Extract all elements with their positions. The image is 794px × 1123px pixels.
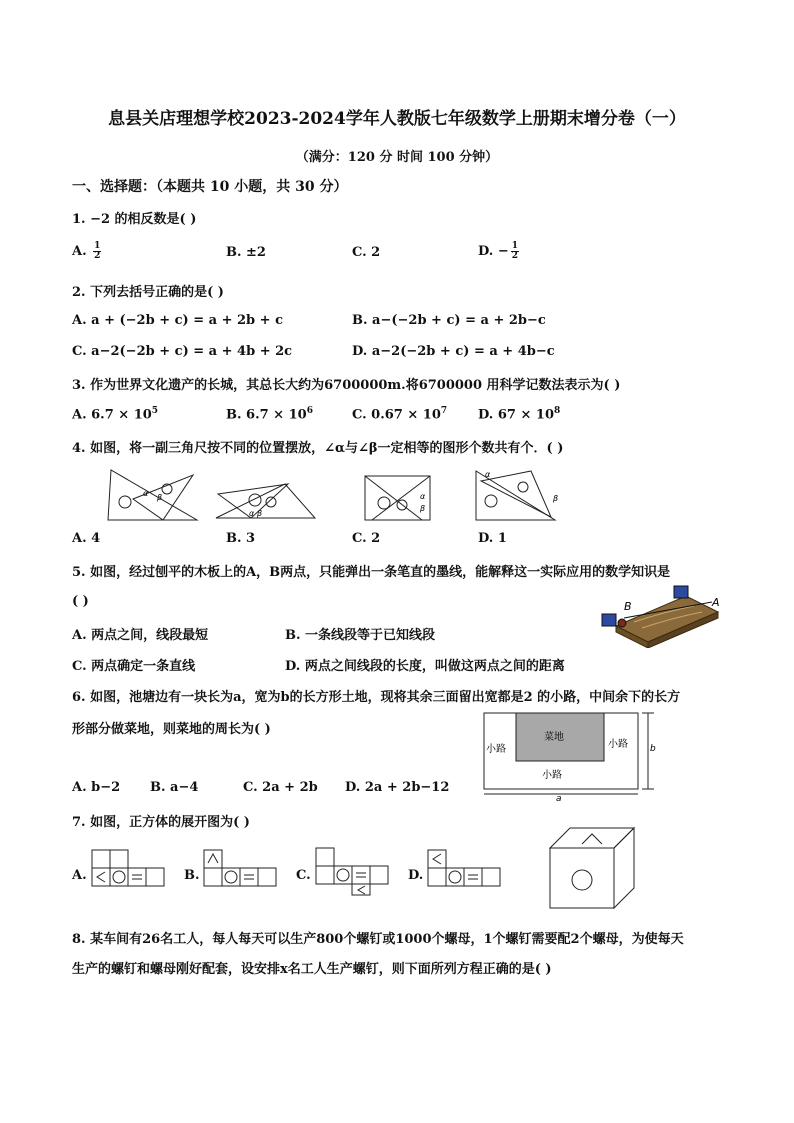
q1-option-c: C. 2	[352, 245, 381, 260]
q3-option-a: A. $6.7 \times 10^5$	[72, 406, 159, 423]
svg-text:b: b	[650, 744, 656, 754]
svg-text:小路: 小路	[486, 744, 506, 755]
svg-text:α: α	[420, 492, 426, 501]
q5-option-d: D. 两点之间线段的长度，叫做这两点之间的距离	[285, 659, 565, 674]
q7-cube-figure	[546, 824, 638, 910]
q7-option-d-label: D.	[408, 868, 424, 883]
q3-option-d: D. $67 \times 10^8$	[478, 406, 561, 423]
q6-option-c: C. 2a + 2b	[243, 780, 318, 795]
svg-text:小路: 小路	[542, 770, 562, 781]
q7-option-a-label: A.	[72, 868, 87, 883]
q7-option-b-label: B.	[184, 868, 200, 883]
question-4-stem: 4. 如图，将一副三角尺按不同的位置摆放，∠α与∠β一定相等的图形个数共有个．( )	[72, 441, 564, 456]
q6-garden-figure	[478, 710, 666, 802]
svg-text:β: β	[257, 509, 263, 518]
svg-text:小路: 小路	[608, 739, 628, 750]
svg-text:β: β	[553, 494, 559, 503]
q4-option-a: A. 4	[72, 531, 101, 546]
svg-text:β: β	[420, 504, 426, 513]
q2-option-d: D. a−2(−2b + c) = a + 4b−c	[352, 344, 555, 359]
q5-option-a: A. 两点之间，线段最短	[72, 628, 209, 643]
question-2-stem: 2. 下列去括号正确的是( )	[72, 285, 224, 300]
q4-option-c: C. 2	[352, 531, 381, 546]
question-7-stem: 7. 如图，正方体的展开图为( )	[72, 815, 250, 830]
question-8-stem-line1: 8. 某车间有26名工人，每人每天可以生产800个螺钉或1000个螺母，1个螺钉需要配2个螺母，为使每天	[72, 932, 684, 947]
q5-wood-board-figure	[594, 582, 728, 648]
question-6-stem-line1: 6. 如图，池塘边有一块长为a，宽为b的长方形土地，现将其余三面留出宽都是2 的小路，中间余下的长方	[72, 690, 681, 705]
question-3-stem: 3. 作为世界文化遗产的长城，其总长大约为6700000m.将6700000 用科学记数法表示为( )	[72, 378, 621, 393]
q1-option-a: A. $\frac{1}{2}$	[72, 241, 101, 261]
question-1-stem: 1. −2 的相反数是( )	[72, 212, 197, 227]
section-heading: 一、选择题：（本题共 10 小题，共 30 分）	[72, 179, 348, 195]
q4-figure-c	[362, 473, 434, 523]
q7-option-c-label: C.	[296, 868, 311, 883]
q5-option-b: B. 一条线段等于已知线段	[285, 628, 436, 643]
question-8-stem-line2: 生产的螺钉和螺母刚好配套，设安排x名工人生产螺钉，则下面所列方程正确的是( )	[72, 962, 552, 977]
svg-text:α: α	[249, 509, 255, 518]
q3-option-b: B. $6.7 \times 10^6$	[226, 406, 313, 423]
q4-option-b: B. 3	[226, 531, 256, 546]
q6-option-b: B. a−4	[150, 780, 199, 795]
q7-net-c	[314, 846, 394, 896]
q2-option-b: B. a−(−2b + c) = a + 2b−c	[352, 313, 546, 328]
q2-option-a: A. a + (−2b + c) = a + 2b + c	[72, 313, 284, 328]
q7-net-b	[202, 848, 282, 888]
question-5-stem: 5. 如图，经过刨平的木板上的A，B两点，只能弹出一条笔直的墨线，能解释这一实际应用的数学知识是	[72, 565, 671, 580]
q2-option-c: C. a−2(−2b + c) = a + 4b + 2c	[72, 344, 293, 359]
q6-option-a: A. b−2	[72, 780, 121, 795]
svg-text:B: B	[624, 600, 632, 613]
q5-option-c: C. 两点确定一条直线	[72, 659, 196, 674]
q3-option-c: C. $0.67 \times 10^7$	[352, 406, 448, 423]
q6-option-d: D. 2a + 2b−12	[345, 780, 450, 795]
svg-text:a: a	[556, 794, 562, 802]
q4-figure-d	[473, 467, 568, 523]
q4-figure-b	[213, 470, 318, 522]
q1-option-b: B. ±2	[226, 245, 266, 260]
q4-figure-a	[105, 465, 200, 523]
question-5-paren: ( )	[72, 594, 89, 609]
q1-option-d: D. − $\frac{1}{2}$	[478, 241, 519, 261]
page-title: 息县关店理想学校2023-2024学年人教版七年级数学上册期末增分卷（一）	[108, 109, 686, 129]
svg-text:α: α	[485, 470, 491, 479]
svg-text:β: β	[157, 493, 163, 502]
q7-net-a	[90, 848, 170, 888]
svg-text:A: A	[712, 596, 720, 609]
question-6-stem-line2: 形部分做菜地，则菜地的周长为( )	[72, 722, 271, 737]
page-subtitle: （满分：120 分 时间 100 分钟）	[295, 150, 499, 165]
q4-option-d: D. 1	[478, 531, 507, 546]
svg-text:菜地: 菜地	[544, 732, 564, 743]
svg-text:α: α	[143, 489, 149, 498]
q7-net-d	[426, 848, 506, 888]
